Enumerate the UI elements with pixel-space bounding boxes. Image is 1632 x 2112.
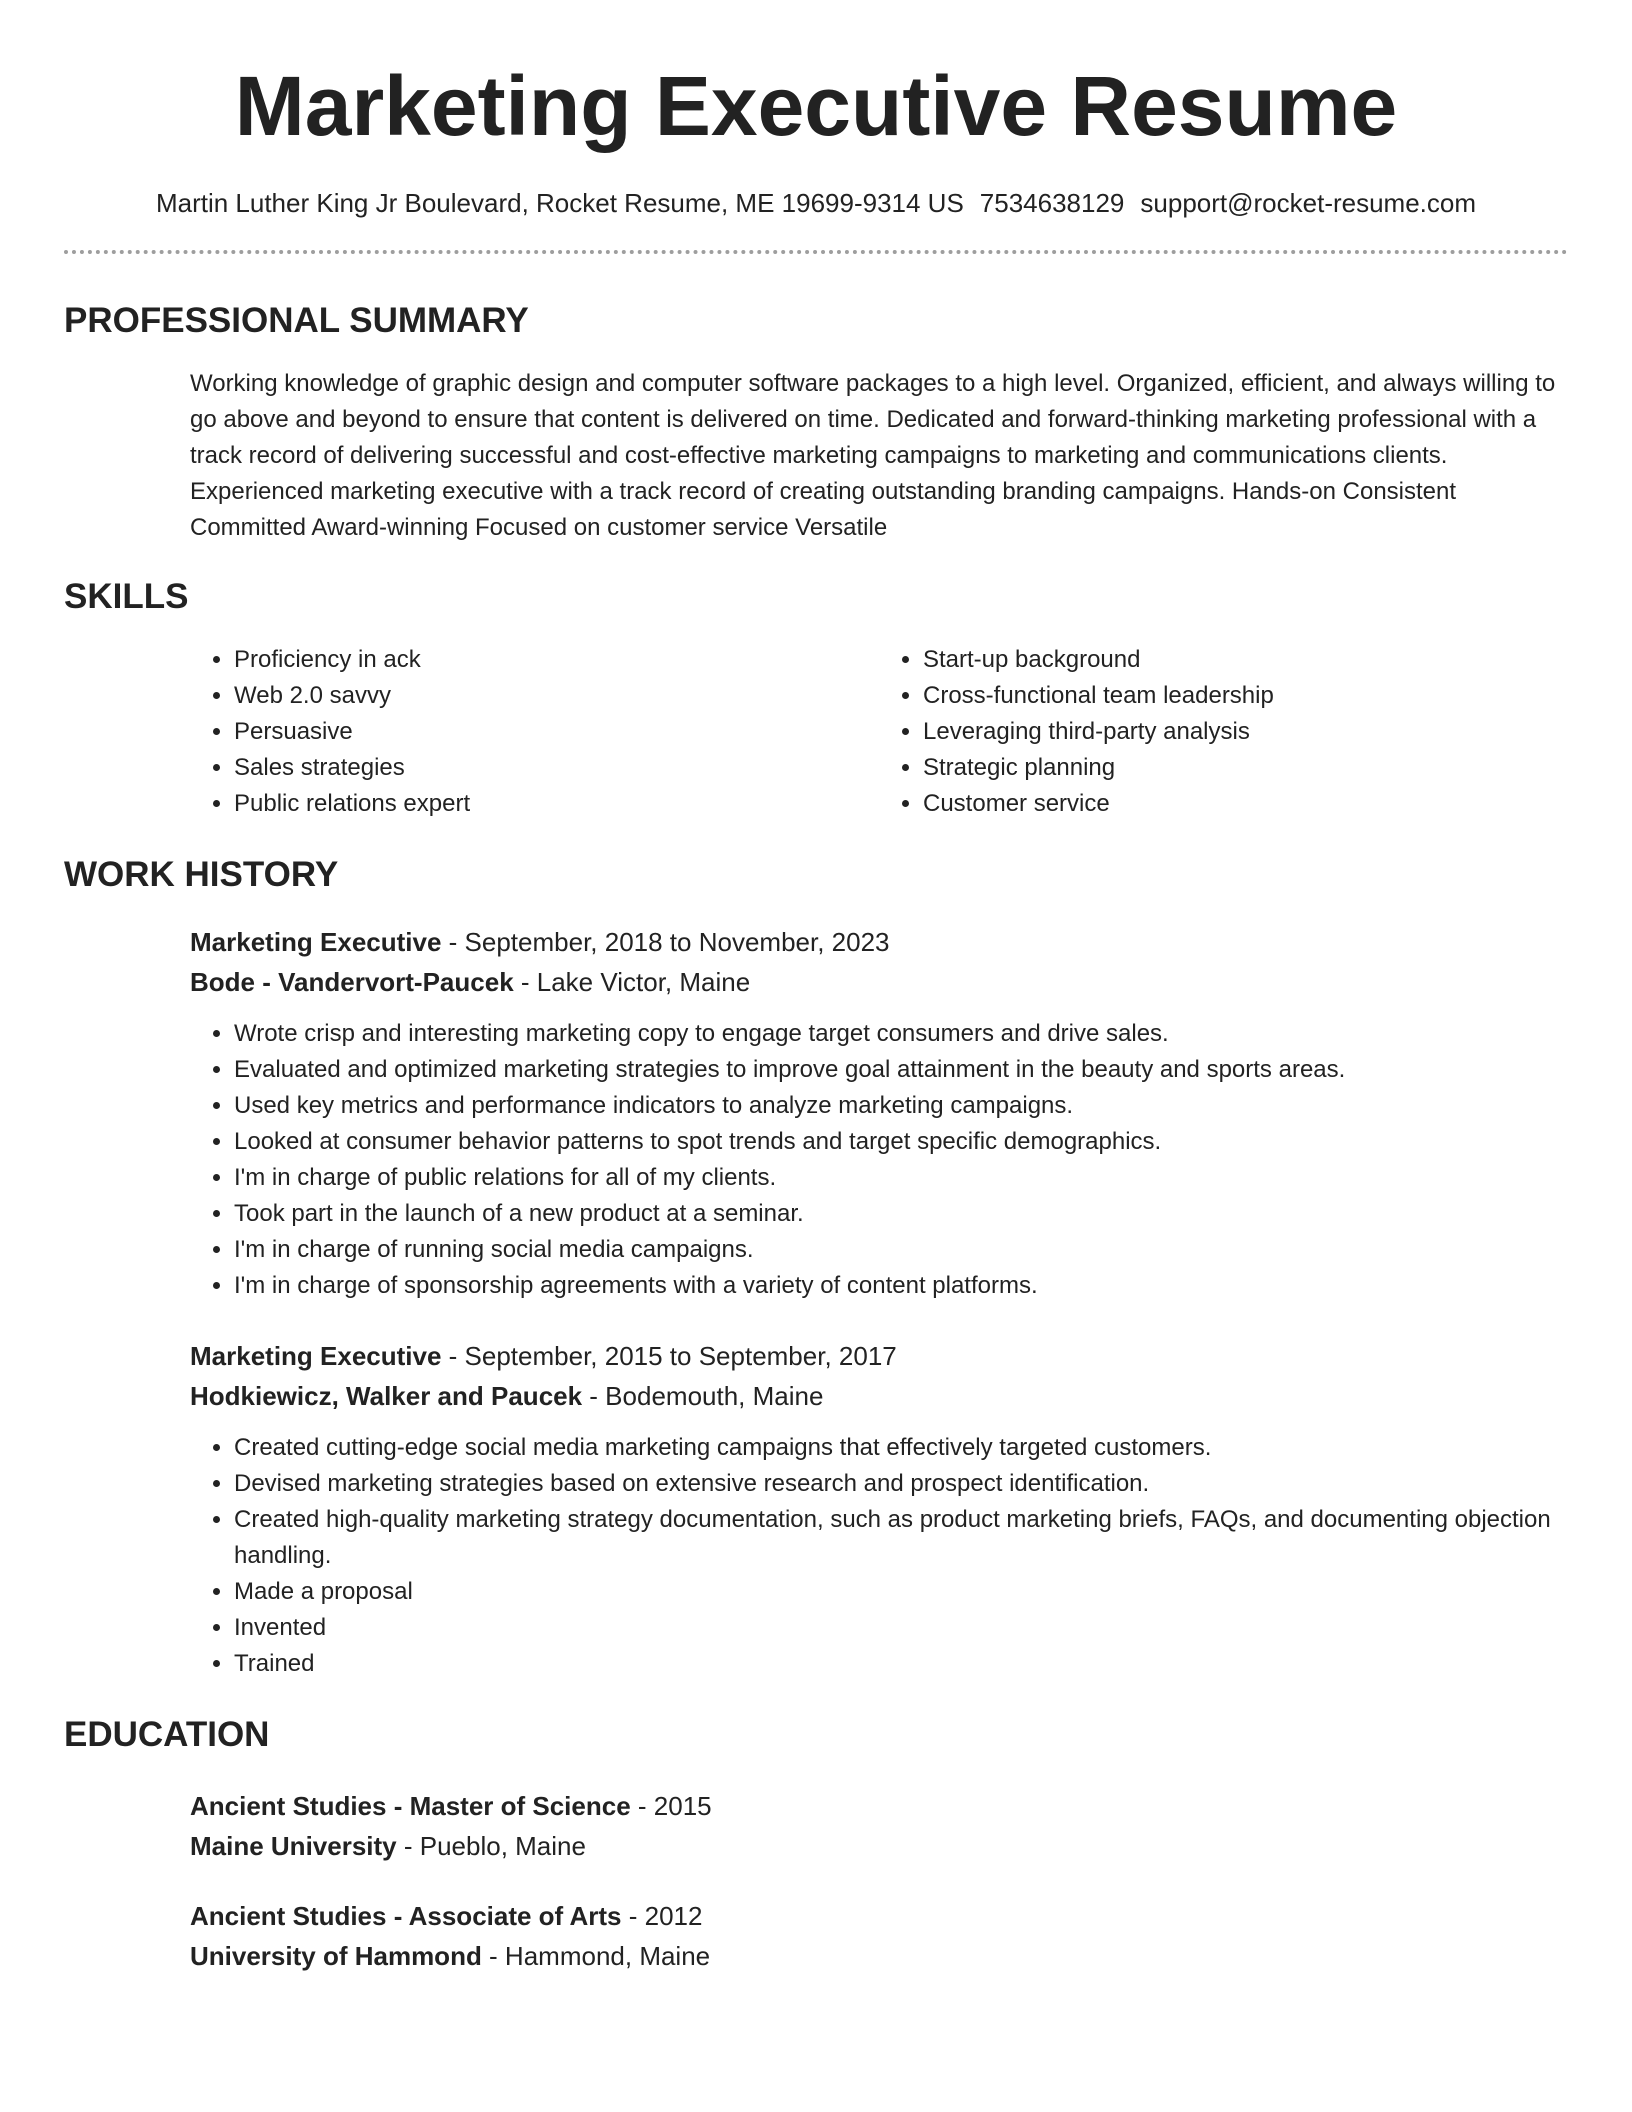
job-company: Hodkiewicz, Walker and Paucek <box>190 1381 583 1411</box>
job-entry <box>190 1336 1568 1682</box>
job-bullet: • Used key metrics and performance indicators to analyze marketing campaigns. <box>234 1088 1568 1124</box>
job-entry <box>190 922 1568 1304</box>
education-school-line <box>190 1936 1568 1976</box>
education-school: University of Hammond <box>190 1941 482 1971</box>
job-location: - Lake Victor, Maine <box>513 967 751 997</box>
job-bullets <box>190 1016 1568 1304</box>
job-company-line <box>190 962 1568 1002</box>
education-degree: Ancient Studies - Associate of Arts <box>190 1901 622 1931</box>
job-dates: - September, 2018 to November, 2023 <box>441 927 890 957</box>
job-bullet: • Wrote crisp and interesting marketing copy to engage target consumers and drive sales. <box>234 1016 1568 1052</box>
education-entry <box>190 1786 1568 1866</box>
job-bullets <box>190 1430 1568 1682</box>
education-location: - Hammond, Maine <box>481 1941 711 1971</box>
skill-item: • Cross-functional team leadership <box>923 678 1568 714</box>
job-company-line <box>190 1376 1568 1416</box>
contact-line <box>64 186 1568 220</box>
education-year: - 2015 <box>630 1791 712 1821</box>
education-degree-line <box>190 1786 1568 1826</box>
contact-address: Martin Luther King Jr Boulevard, Rocket Resume, ME 19699-9314 US <box>155 188 964 218</box>
job-bullet: • Devised marketing strategies based on extensive research and prospect identification. <box>234 1466 1568 1502</box>
skills-heading: SKILLS <box>64 577 189 616</box>
education-entry <box>190 1896 1568 1976</box>
skill-item: • Start-up background <box>923 642 1568 678</box>
skill-item: • Persuasive <box>234 714 879 750</box>
job-role: Marketing Executive <box>190 1341 442 1371</box>
job-bullet: • Evaluated and optimized marketing strategies to improve goal attainment in the beauty and sports areas. <box>234 1052 1568 1088</box>
skills-column-right <box>879 642 1568 822</box>
skill-item: • Customer service <box>923 786 1568 822</box>
resume-title: Marketing Executive Resume <box>234 59 1398 153</box>
skill-item: • Sales strategies <box>234 750 879 786</box>
job-bullet: • I'm in charge of running social media campaigns. <box>234 1232 1568 1268</box>
education-degree: Ancient Studies - Master of Science <box>190 1791 631 1821</box>
job-bullet: • Created high-quality marketing strategy documentation, such as product marketing briefs, FAQs, and documenting objection handling. <box>234 1502 1568 1574</box>
job-bullet: • I'm in charge of public relations for all of my clients. <box>234 1160 1568 1196</box>
job-dates: - September, 2015 to September, 2017 <box>441 1341 897 1371</box>
summary-heading: PROFESSIONAL SUMMARY <box>64 301 529 340</box>
education-year: - 2012 <box>621 1901 703 1931</box>
education-school: Maine University <box>190 1831 397 1861</box>
summary-text: Working knowledge of graphic design and computer software packages to a high level. Organized, efficient, and always willing to go above and beyond to ensure that content is delivered on time. Dedicated and forward-thinking marketing professional with a track record of delivering successful and cost-effective marketing campaigns to marketing and communications clients. Experienced marketing executive with a track record of creating outstanding branding campaigns. Hands-on Consistent Committed Award-winning Focused on customer service Versatile <box>190 370 1556 541</box>
job-bullet: • Trained <box>234 1646 1568 1682</box>
contact-phone: 7534638129 <box>979 188 1125 218</box>
skills-column-left <box>190 642 879 822</box>
job-bullet: • Made a proposal <box>234 1574 1568 1610</box>
work-history-heading: WORK HISTORY <box>64 855 339 894</box>
education-degree-line <box>190 1896 1568 1936</box>
skill-item: • Proficiency in ack <box>234 642 879 678</box>
education-school-line <box>190 1826 1568 1866</box>
job-role: Marketing Executive <box>190 927 442 957</box>
skill-item: • Public relations expert <box>234 786 879 822</box>
skill-item: • Web 2.0 savvy <box>234 678 879 714</box>
job-bullet: • Looked at consumer behavior patterns to spot trends and target specific demographics. <box>234 1124 1568 1160</box>
skills-grid <box>190 642 1568 822</box>
skill-item: • Leveraging third-party analysis <box>923 714 1568 750</box>
job-location: - Bodemouth, Maine <box>582 1381 824 1411</box>
job-bullet: • I'm in charge of sponsorship agreements with a variety of content platforms. <box>234 1268 1568 1304</box>
education-heading: EDUCATION <box>64 1715 270 1754</box>
job-role-line <box>190 1336 1568 1376</box>
education-location: - Pueblo, Maine <box>396 1831 586 1861</box>
job-bullet: • Created cutting-edge social media marketing campaigns that effectively targeted customers. <box>234 1430 1568 1466</box>
header-divider <box>64 250 1568 254</box>
job-bullet: • Invented <box>234 1610 1568 1646</box>
job-role-line <box>190 922 1568 962</box>
job-company: Bode - Vandervort-Paucek <box>190 967 514 997</box>
skill-item: • Strategic planning <box>923 750 1568 786</box>
contact-email: support@rocket-resume.com <box>1140 188 1477 218</box>
job-bullet: • Took part in the launch of a new product at a seminar. <box>234 1196 1568 1232</box>
